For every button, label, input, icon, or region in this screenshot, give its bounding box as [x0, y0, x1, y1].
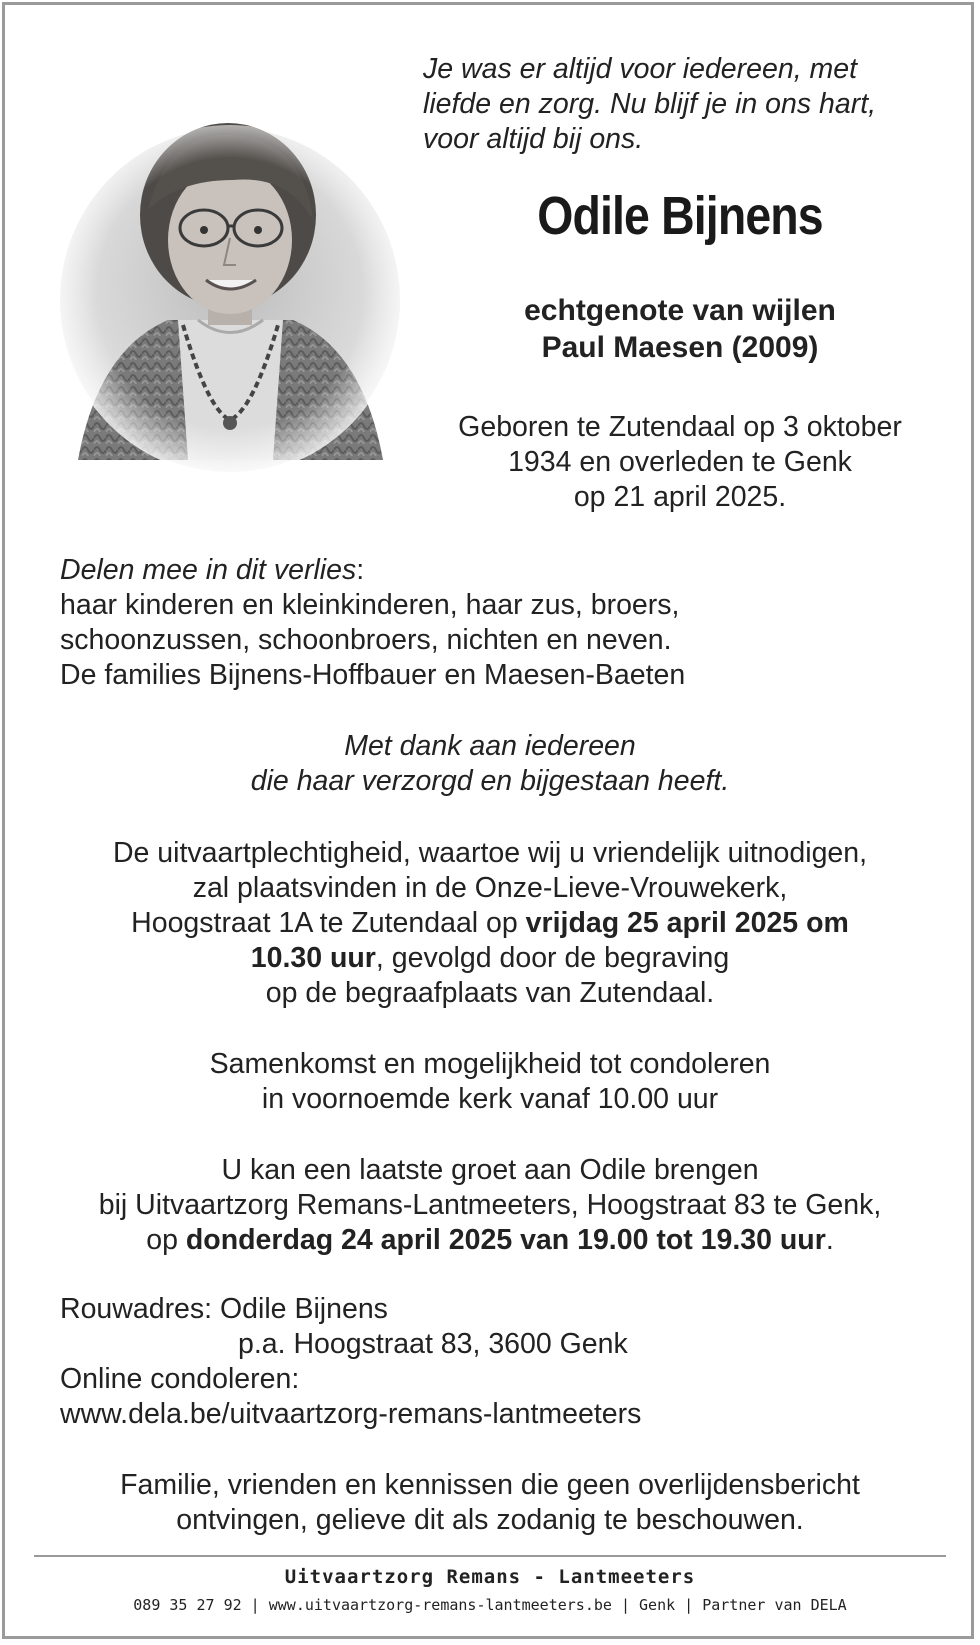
ceremony-line: zal plaatsvinden in de Onze-Lieve-Vrouwekerk,	[192, 872, 788, 904]
ceremony-address: Hoogstraat 1A te Zutendaal op	[131, 907, 526, 939]
ceremony-time: 10.30 uur	[250, 942, 376, 974]
deceased-name: Odile Bijnens	[537, 186, 823, 246]
mourners-line: haar kinderen en kleinkinderen, haar zus, broers,	[60, 589, 680, 621]
mourners-intro-text: Delen mee in dit verlies	[60, 554, 357, 586]
address-line: p.a. Hoogstraat 83, 3600 Genk	[238, 1328, 628, 1360]
address-line: Rouwadres: Odile Bijnens	[60, 1293, 388, 1325]
condolence-link[interactable]: www.dela.be/uitvaartzorg-remans-lantmeeters	[60, 1398, 642, 1430]
farewell-line: bij Uitvaartzorg Remans-Lantmeeters, Hoogstraat 83 te Genk,	[98, 1189, 882, 1221]
quote-line: voor altijd bij ons.	[423, 123, 644, 155]
quote-line: liefde en zorg. Nu blijf je in ons hart,	[423, 88, 877, 120]
gathering-section	[30, 1047, 950, 1117]
ceremony-line: op de begraafplaats van Zutendaal.	[265, 977, 715, 1009]
mourners-line: schoonzussen, schoonbroers, nichten en neven.	[60, 624, 672, 656]
address-section	[60, 1292, 641, 1432]
ceremony-followup: , gevolgd door de begraving	[375, 942, 730, 974]
closing-section	[30, 1468, 950, 1538]
farewell-line	[30, 1223, 950, 1258]
birth-line: Geboren te Zutendaal op 3 oktober	[458, 411, 902, 443]
funeral-home-contact: 089 35 27 92 | www.uitvaartzorg-remans-lantmeeters.be | Genk | Partner van DELA	[133, 1596, 847, 1614]
farewell-datetime: donderdag 24 april 2025 van 19.00 tot 19.30 uur	[185, 1224, 826, 1256]
thanks-line: Met dank aan iedereen	[344, 730, 636, 762]
gathering-line: Samenkomst en mogelijkheid tot condoleren	[209, 1048, 771, 1080]
mourners-intro-colon: :	[356, 554, 365, 586]
portrait-photo	[58, 120, 403, 475]
ceremony-line	[30, 906, 950, 941]
spouse-info	[420, 292, 940, 366]
spouse-line: Paul Maesen (2009)	[541, 331, 819, 364]
birth-line: op 21 april 2025.	[573, 481, 787, 513]
closing-line: Familie, vrienden en kennissen die geen overlijdensbericht	[120, 1469, 860, 1501]
spouse-line: echtgenote van wijlen	[524, 294, 836, 327]
funeral-home-name: Uitvaartzorg Remans - Lantmeeters	[284, 1566, 696, 1588]
birth-line: 1934 en overleden te Genk	[508, 446, 852, 478]
mourners-line: De families Bijnens-Hoffbauer en Maesen-Baeten	[60, 659, 686, 691]
farewell-prefix: op	[146, 1224, 186, 1256]
gathering-line: in voornoemde kerk vanaf 10.00 uur	[261, 1083, 719, 1115]
closing-line: ontvingen, gelieve dit als zodanig te beschouwen.	[176, 1504, 804, 1536]
ceremony-date: vrijdag 25 april 2025 om	[525, 907, 849, 939]
mourners-intro	[60, 553, 685, 588]
footer-divider	[34, 1555, 946, 1557]
thanks-section	[30, 729, 950, 799]
ceremony-line: De uitvaartplechtigheid, waartoe wij u vriendelijk uitnodigen,	[112, 837, 868, 869]
thanks-line: die haar verzorgd en bijgestaan heeft.	[250, 765, 730, 797]
ceremony-line	[30, 941, 950, 976]
quote-line: Je was er altijd voor iedereen, met	[423, 53, 858, 85]
farewell-line: U kan een laatste groet aan Odile brengen	[221, 1154, 759, 1186]
address-line: Online condoleren:	[60, 1363, 300, 1395]
farewell-section	[30, 1153, 950, 1258]
opening-quote	[423, 52, 943, 157]
mourners-section	[60, 553, 685, 693]
farewell-period: .	[825, 1224, 834, 1256]
ceremony-section	[30, 836, 950, 1011]
birth-death-info	[420, 410, 940, 515]
